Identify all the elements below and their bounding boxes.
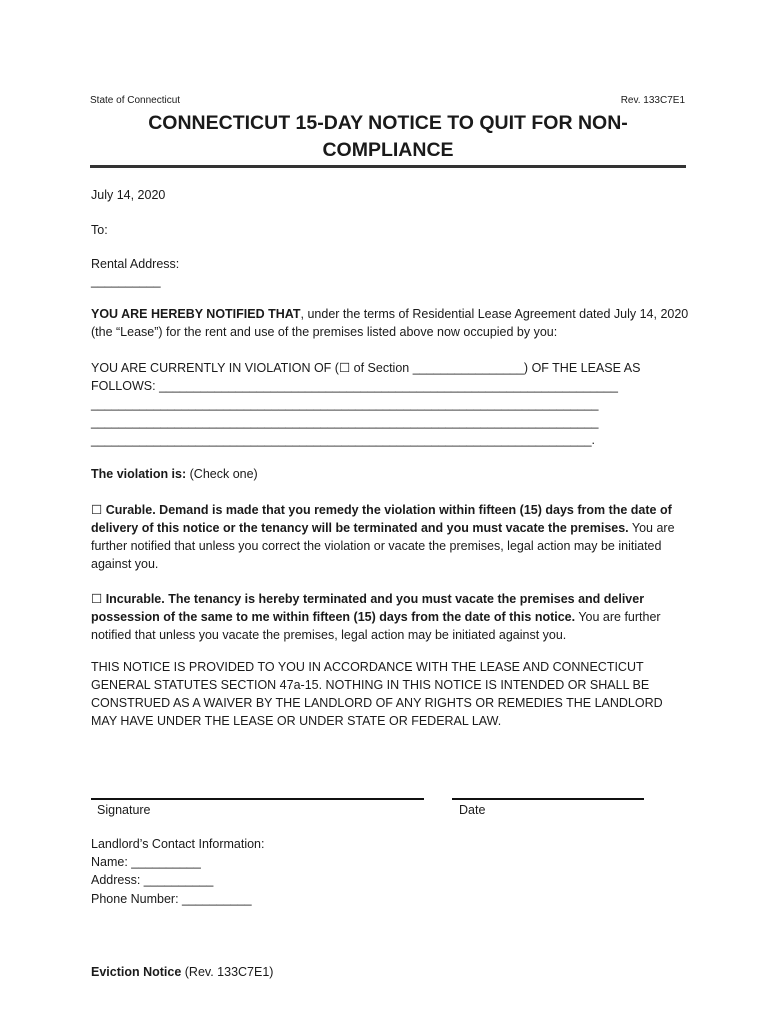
revision-label: Rev. 133C7E1 xyxy=(620,95,685,106)
curable-text: You are further notified that unless you correct the violation or vacate the premises, legal action may be initiated against you. xyxy=(91,521,675,571)
curable-checkbox[interactable]: ☐ xyxy=(91,503,103,517)
rental-address-blank: __________ xyxy=(91,274,161,288)
to-label: To: xyxy=(91,223,108,237)
incurable-option xyxy=(91,590,691,644)
contact-address: Address: __________ xyxy=(91,873,214,887)
violation-is-hint: (Check one) xyxy=(186,467,258,481)
state-label: State of Connecticut xyxy=(90,95,181,106)
violation-line-1: YOU ARE CURRENTLY IN VIOLATION OF (☐ of Section ________________) OF THE LEASE AS xyxy=(91,361,641,375)
rental-address-label: Rental Address: xyxy=(91,257,180,271)
curable-option xyxy=(91,501,691,573)
violation-line-2: FOLLOWS: __________________________________________________________________ xyxy=(91,379,618,393)
signature-line xyxy=(91,798,424,800)
contact-phone: Phone Number: __________ xyxy=(91,892,252,906)
footer-title: Eviction Notice xyxy=(91,965,182,979)
document-title: CONNECTICUT 15-DAY NOTICE TO QUIT FOR NON-COMPLIANCE xyxy=(148,112,628,161)
contact-heading: Landlord’s Contact Information: xyxy=(91,837,265,851)
violation-is-label: The violation is: xyxy=(91,467,187,481)
signature-label: Signature xyxy=(97,803,151,817)
contact-name: Name: __________ xyxy=(91,855,201,869)
date-label: Date xyxy=(459,803,486,817)
notified-text: , under the terms of Residential Lease Agreement dated July 14, 2020 (the “Lease”) for the rent and use of the premises listed above now occupied by you: xyxy=(91,307,689,339)
footer-revision: (Rev. 133C7E1) xyxy=(181,965,274,979)
violation-is-line xyxy=(91,465,258,483)
title-divider xyxy=(90,165,686,168)
violation-line-4: _________________________________________________________________________ xyxy=(91,415,599,429)
incurable-bold-text: Incurable. The tenancy is hereby terminated and you must vacate the premises and deliver possession of the same to me within fifteen (15) days from the date of this notice. xyxy=(91,592,645,624)
violation-line-5: ________________________________________________________________________. xyxy=(91,433,596,447)
curable-bold-text: Curable. Demand is made that you remedy the violation within fifteen (15) days from the date of delivery of this notice or the tenancy will be terminated and you must vacate the premises. xyxy=(91,503,672,535)
notified-lead: YOU ARE HEREBY NOTIFIED THAT xyxy=(91,307,301,321)
notified-paragraph xyxy=(91,305,691,341)
statutes-paragraph: THIS NOTICE IS PROVIDED TO YOU IN ACCORDANCE WITH THE LEASE AND CONNECTICUT GENERAL STATUTES SECTION 47a-15. NOTHING IN THIS NOTICE IS INTENDED OR SHALL BE CONSTRUED AS A WAIVER BY THE LANDLORD OF ANY RIGHTS OR REMEDIES THE LANDLORD MAY HAVE UNDER THE LEASE OR UNDER STATE OR FEDERAL LAW. xyxy=(91,660,663,728)
notice-date: July 14, 2020 xyxy=(91,188,166,202)
violation-line-3: _________________________________________________________________________ xyxy=(91,397,599,411)
incurable-checkbox[interactable]: ☐ xyxy=(91,592,103,606)
incurable-text: You are further notified that unless you vacate the premises, legal action may be initiated against you. xyxy=(91,610,661,642)
date-line xyxy=(452,798,644,800)
footer xyxy=(91,963,273,981)
